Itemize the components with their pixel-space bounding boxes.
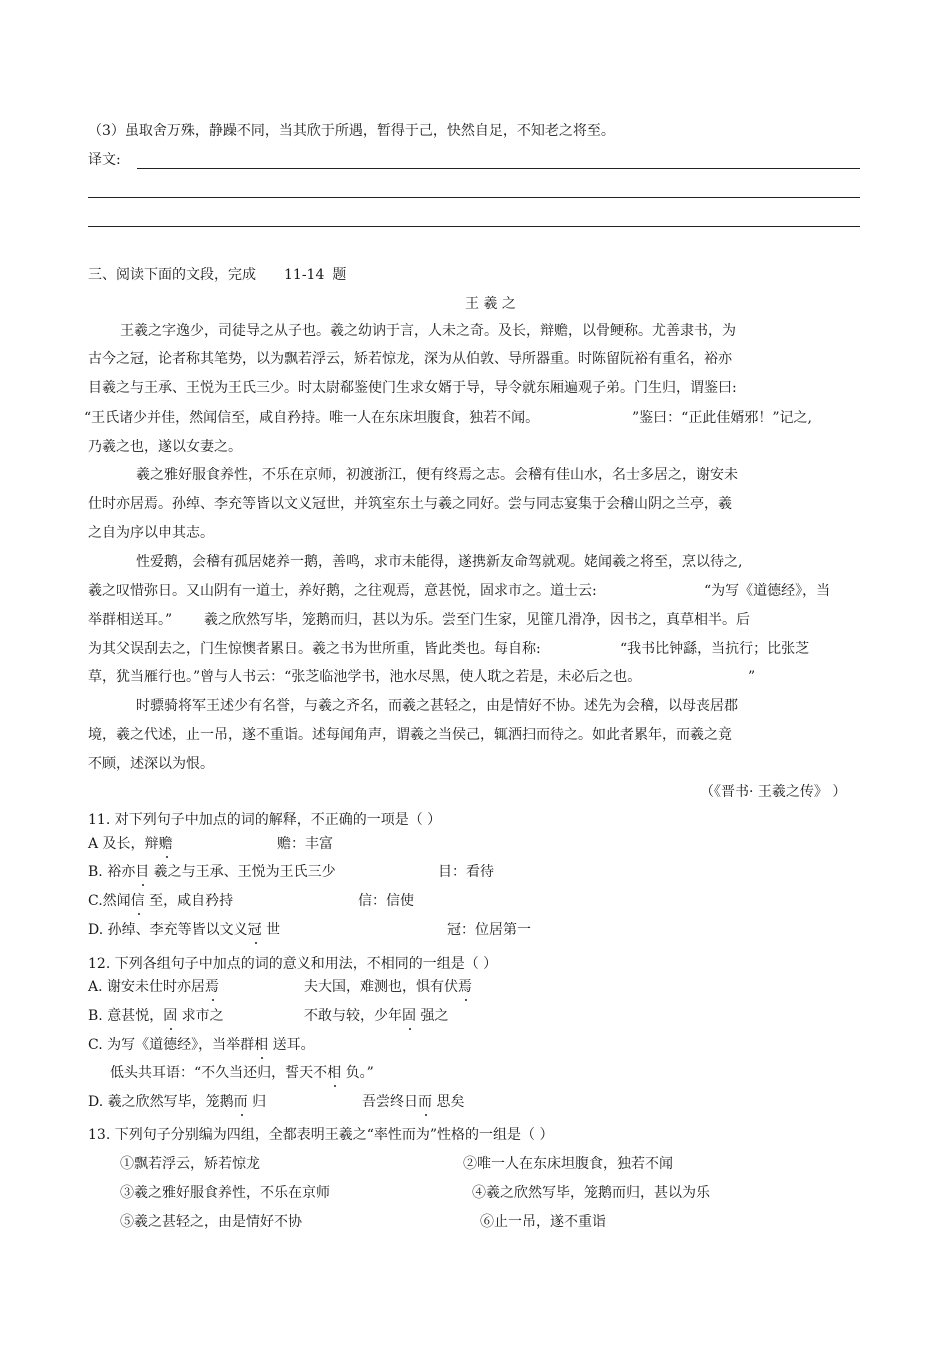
q12-option-c-2	[110, 1063, 374, 1083]
option-text: A. 谢安未仕时亦居	[88, 979, 206, 995]
q12-option-a-1	[88, 977, 219, 997]
passage-line: “王氏诸少并佳，然闻信至，咸自矜持。唯一人在东床坦腹食，独若不闻。	[84, 410, 540, 426]
option-text: 低头共耳语：“不久当还归，誓天不	[110, 1065, 328, 1081]
passage-line: 之自为序以申其志。	[88, 525, 214, 541]
option-text: 世	[261, 922, 281, 938]
q12-option-a-2	[304, 977, 472, 997]
dotted-word: 相	[254, 1037, 269, 1053]
q11-gloss-d: 冠：位居第一	[447, 922, 531, 938]
q12-option-b-2	[304, 1006, 448, 1026]
q11-gloss-b: 目：看待	[438, 864, 494, 880]
q13-option-1: ①飘若浮云，矫若惊龙	[120, 1156, 260, 1172]
passage-line: 王羲之字逸少，司徒导之从子也。羲之幼讷于言，人未之奇。及长，辩赡，以骨鲠称。尤善隶书，为	[120, 323, 736, 339]
dotted-word: 相	[327, 1065, 342, 1081]
q11-option-d	[88, 920, 280, 940]
passage-line: 时骠骑将军王述少有名誉，与羲之齐名，而羲之甚轻之，由是情好不协。述先为会稽，以母丧居郡	[136, 698, 738, 714]
section-heading-range: 11-14	[284, 267, 325, 283]
dotted-word: 而	[233, 1094, 248, 1110]
option-text: B. 意甚悦，	[88, 1008, 164, 1024]
option-text: 求市之	[177, 1008, 224, 1024]
passage-line: 性爱鹅，会稽有孤居姥养一鹅，善鸣，求市未能得，遂携新友命驾就观。姥闻羲之将至，烹以待之,	[136, 554, 743, 570]
passage-line: 目羲之与王承、王悦为王氏三少。时太尉郗鉴使门生求女婿于导，导令就东厢遍观子弟。门生归，谓鉴曰:	[88, 380, 737, 396]
passage-line: “为写《道德经》，当	[704, 583, 831, 599]
q13-option-6: ⑥止一吊，遂不重诣	[480, 1214, 606, 1230]
dotted-word: 冠	[247, 922, 262, 938]
answer-line-3	[88, 226, 860, 227]
q13-stem: 13. 下列句子分别编为四组，全都表明王羲之“率性而为”性格的一组是（ ）	[88, 1127, 554, 1143]
option-text: 夫大国，难测也，惧有伏	[304, 979, 458, 995]
option-text: 至，咸自矜持	[144, 893, 234, 909]
q12-option-d-1	[88, 1092, 266, 1112]
option-text: C.然闻	[88, 893, 131, 909]
passage-line: 不顾，述深以为恨。	[88, 756, 214, 772]
q11-option-c	[88, 891, 233, 911]
passage-line: 羲之叹惜弥日。又山阴有一道士，养好鹅，之往观焉，意甚悦，固求市之。道士云:	[88, 583, 597, 599]
answer-line-1	[137, 168, 860, 169]
option-text: 不敢与较，少年	[304, 1008, 402, 1024]
q11-option-b	[88, 862, 336, 882]
option-text: D. 羲之欣然写毕，笼鹅	[88, 1094, 234, 1110]
passage-line: 乃羲之也，遂以女妻之。	[88, 439, 242, 455]
passage-line: ”鉴曰：“正此佳婿邪！”记之,	[632, 410, 812, 426]
passage-line: 古今之冠，论者称其笔势，以为飘若浮云，矫若惊龙，深为从伯敦、导所器重。时陈留阮裕有重名，裕亦	[88, 351, 732, 367]
q11-option-a	[88, 834, 173, 854]
q12-option-b-1	[88, 1006, 224, 1026]
translation-label: 译文:	[88, 152, 121, 168]
q13-option-5: ⑤羲之甚轻之，由是情好不协	[120, 1214, 302, 1230]
option-text: 负。”	[341, 1065, 374, 1081]
passage-line: 举群相送耳。”	[88, 612, 173, 628]
q12-option-d-2	[362, 1092, 464, 1112]
dotted-word: 而	[418, 1094, 432, 1110]
answer-line-2	[88, 197, 860, 198]
q12-option-c-1	[88, 1035, 315, 1055]
option-text: C. 为写《道德经》，当举群	[88, 1037, 255, 1053]
option-text: 羲之与王承、王悦为王氏三少	[149, 864, 336, 880]
q13-option-3: ③羲之雅好服食养性，不乐在京师	[120, 1185, 330, 1201]
option-text: D. 孙绰、李充等皆以文义	[88, 922, 248, 938]
passage-title: 王 羲 之	[465, 296, 516, 312]
section-heading-text: 三、阅读下面的文段，完成	[88, 267, 256, 283]
passage-source: （《晋书· 王羲之传》 ）	[700, 784, 847, 800]
passage-line: “我书比钟繇，当抗行；比张芝	[620, 641, 810, 657]
passage-line: 羲之雅好服食养性，不乐在京师，初渡浙江，便有终焉之志。会稽有佳山水，名士多居之，谢安未	[136, 467, 738, 483]
option-text: 思矣	[432, 1094, 465, 1110]
passage-line: 草，犹当雁行也。”曾与人书云：“张芝临池学书，池水尽黑，使人耽之若是，未必后之也。	[88, 669, 642, 685]
passage-line: 境，羲之代述，止一吊，遂不重诣。述每闻角声，谓羲之当侯己，辄洒扫而待之。如此者累年，而羲之竟	[88, 727, 732, 743]
q11-stem: 11. 对下列句子中加点的词的解释，不正确的一项是（ ）	[88, 812, 442, 828]
passage-line: 为其父误刮去之，门生惊懊者累日。羲之书为世所重，皆此类也。每自称:	[88, 641, 541, 657]
passage-line: 羲之欣然写毕，笼鹅而归，甚以为乐。尝至门生家，见篚几滑净，因书之，真草相半。后	[204, 612, 750, 628]
passage-line: 仕时亦居焉。孙绰、李充等皆以文义冠世，并筑室东土与羲之同好。尝与同志宴集于会稽山阴之兰亭，羲	[88, 496, 732, 512]
option-text: 吾尝终日	[362, 1094, 418, 1110]
q12-stem: 12. 下列各组句子中加点的词的意义和用法，不相同的一组是（ ）	[88, 956, 498, 972]
dotted-word: 固	[402, 1008, 416, 1024]
dotted-word: 目	[135, 864, 150, 880]
option-text: 强之	[416, 1008, 449, 1024]
option-text: B. 裕亦	[88, 864, 136, 880]
q10-sentence-3: （3）虽取舍万殊，静躁不同，当其欣于所遇，暂得于己，快然自足，不知老之将至。	[88, 123, 615, 139]
dotted-word: 焉	[458, 979, 472, 995]
option-text: A 及长，辩	[88, 836, 159, 852]
dotted-word: 固	[163, 1008, 178, 1024]
q11-gloss-a: 赡：丰富	[277, 836, 333, 852]
dotted-word: 赡	[158, 836, 173, 852]
q11-gloss-c: 信：信使	[358, 893, 414, 909]
option-text: 送耳。	[268, 1037, 315, 1053]
section-heading-suffix: 题	[332, 267, 347, 283]
section-heading	[88, 265, 346, 285]
q13-option-2: ②唯一人在东床坦腹食，独若不闻	[463, 1156, 673, 1172]
option-text: 归	[247, 1094, 267, 1110]
dotted-word: 焉	[205, 979, 220, 995]
q13-option-4: ④羲之欣然写毕，笼鹅而归，甚以为乐	[472, 1185, 710, 1201]
dotted-word: 信	[130, 893, 145, 909]
passage-line: ”	[748, 669, 756, 685]
